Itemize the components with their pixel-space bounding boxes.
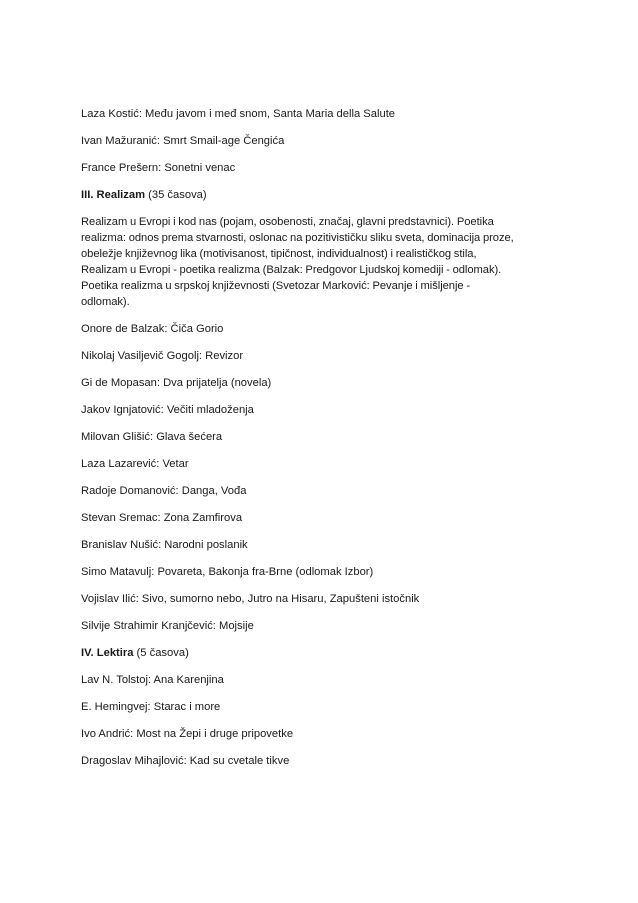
text-line: France Prešern: Sonetni venac xyxy=(81,162,236,174)
document-page xyxy=(81,106,521,780)
work-item: Lav N. Tolstoj: Ana Karenjina xyxy=(81,674,224,686)
work-item: Vojislav Ilić: Sivo, sumorno nebo, Jutro na Hisaru, Zapušteni istočnik xyxy=(81,593,420,605)
work-item: Gi de Mopasan: Dva prijatelja (novela) xyxy=(81,377,272,389)
work-item: Laza Lazarević: Vetar xyxy=(81,458,189,470)
work-item: E. Hemingvej: Starac i more xyxy=(81,701,221,713)
work-item: Branislav Nušić: Narodni poslanik xyxy=(81,539,248,551)
section-title: IV. Lektira xyxy=(81,647,134,659)
section-description: Realizam u Evropi i kod nas (pojam, osobenosti, značaj, glavni predstavnici). Poetika realizma: odnos prema stvarnosti, oslonac na pozitivističku sliku sveta, dominacija proze, obeležje književnog lika (motivisanost, tipičnost, individualnost) i realističkog stila, Realizam u Evropi - poetika realizma (Balzak: Predgovor Ljudskoj komediji - odlomak). Poetika realizma u srpskoj književnosti (Svetozar Marković: Pevanje i mišljenje - odlomak). xyxy=(81,216,514,308)
work-item: Dragoslav Mihajlović: Kad su cvetale tikve xyxy=(81,755,290,767)
work-item: Onore de Balzak: Čiča Gorio xyxy=(81,323,224,335)
section-hours: (35 časova) xyxy=(145,189,207,201)
text-line: Ivan Mažuranić: Smrt Smail-age Čengića xyxy=(81,135,285,147)
work-item: Jakov Ignjatović: Večiti mladoženja xyxy=(81,404,254,416)
work-item: Silvije Strahimir Kranjčević: Mojsije xyxy=(81,620,254,632)
work-item: Simo Matavulj: Povareta, Bakonja fra-Brne (odlomak Izbor) xyxy=(81,566,374,578)
text-line: Laza Kostić: Među javom i međ snom, Santa Maria della Salute xyxy=(81,108,396,120)
section-hours: (5 časova) xyxy=(133,647,189,659)
work-item: Milovan Glišić: Glava šećera xyxy=(81,431,223,443)
work-item: Stevan Sremac: Zona Zamfirova xyxy=(81,512,243,524)
section-heading-lektira xyxy=(81,645,521,661)
work-item: Nikolaj Vasiljevič Gogolj: Revizor xyxy=(81,350,244,362)
section-title: III. Realizam xyxy=(81,189,146,201)
work-item: Ivo Andrić: Most na Žepi i druge pripovetke xyxy=(81,728,294,740)
section-heading-realizam xyxy=(81,187,521,203)
work-item: Radoje Domanović: Danga, Vođa xyxy=(81,485,247,497)
